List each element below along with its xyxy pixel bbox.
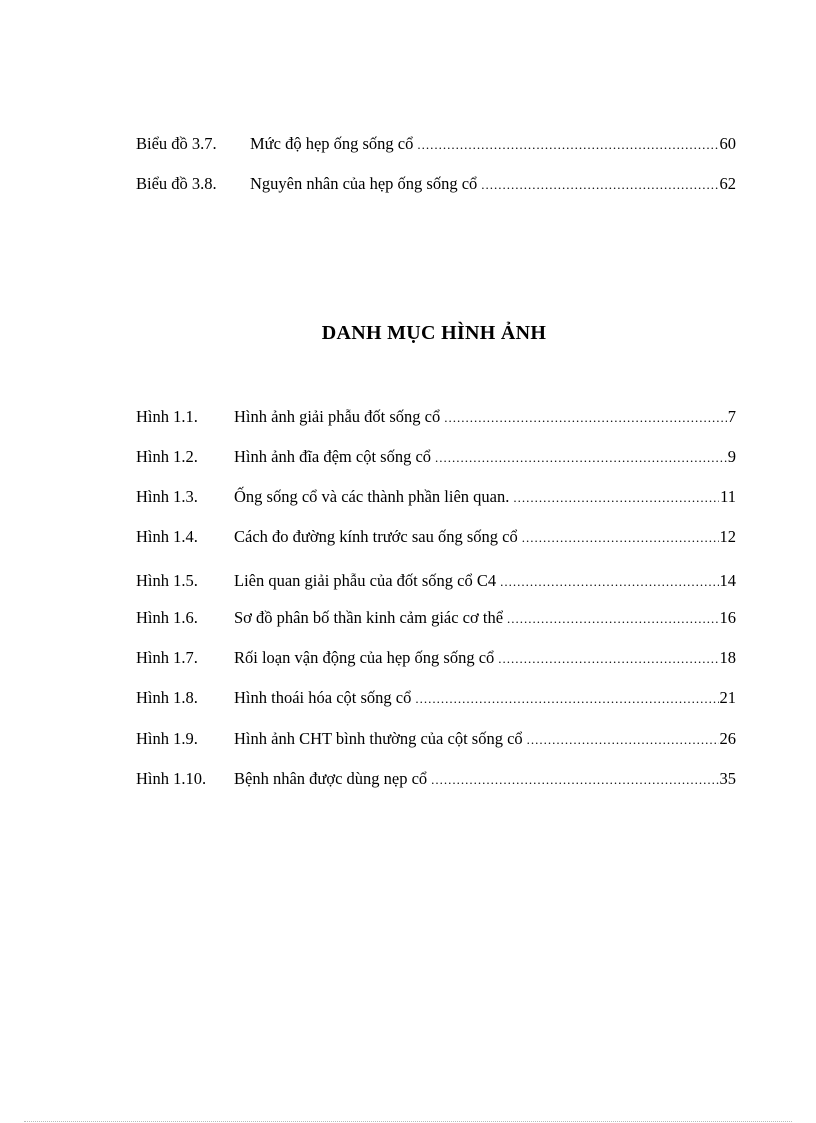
figure-entry[interactable] — [136, 727, 736, 751]
figure-entry-label: Hình 1.6. — [136, 608, 198, 627]
figure-entry-title: Hình ảnh đĩa đệm cột sống cổ — [234, 447, 432, 466]
dot-leader — [527, 728, 719, 752]
section-heading: DANH MỤC HÌNH ẢNH — [321, 322, 547, 344]
dot-leader — [498, 647, 718, 671]
figure-entry[interactable] — [136, 569, 736, 593]
figure-entry[interactable] — [136, 646, 736, 670]
figure-entry-title: Bệnh nhân được dùng nẹp cổ — [234, 769, 428, 788]
figure-entry-title: Hình ảnh giải phẫu đốt sống cổ — [234, 407, 441, 426]
figure-entry-title: Liên quan giải phẫu của đốt sống cổ C4 — [234, 571, 497, 590]
chart-entry-title: Mức độ hẹp ống sống cổ — [250, 134, 414, 153]
figure-entry-title: Hình ảnh CHT bình thường của cột sống cổ — [234, 729, 523, 748]
figure-entry-page: 21 — [719, 688, 736, 707]
figure-entry[interactable] — [136, 405, 736, 429]
figure-entry-label: Hình 1.5. — [136, 571, 198, 590]
chart-entry-label: Biểu đồ 3.7. — [136, 134, 217, 153]
figure-entry-page: 26 — [719, 729, 736, 748]
chart-entry-title: Nguyên nhân của hẹp ống sống cổ — [250, 174, 478, 193]
dot-leader — [444, 406, 727, 430]
figure-entry-label: Hình 1.8. — [136, 688, 198, 707]
figure-entry-page: 12 — [719, 527, 736, 546]
figure-entry[interactable] — [136, 686, 736, 710]
dot-leader — [481, 173, 718, 197]
dot-leader — [507, 607, 718, 631]
chart-entry-page: 60 — [719, 134, 736, 153]
chart-entry-page: 62 — [719, 174, 736, 193]
figure-entry[interactable] — [136, 485, 736, 509]
page-bottom-divider — [24, 1121, 792, 1122]
figure-entry[interactable] — [136, 445, 736, 469]
figure-entry-page: 9 — [727, 447, 736, 466]
chart-entry-label: Biểu đồ 3.8. — [136, 174, 217, 193]
dot-leader — [522, 526, 719, 550]
dot-leader — [415, 687, 718, 711]
figure-entry-label: Hình 1.10. — [136, 769, 207, 788]
figure-entry-title: Sơ đồ phân bố thần kinh cảm giác cơ thể — [234, 608, 504, 627]
figure-entry-label: Hình 1.2. — [136, 447, 198, 466]
chart-entry[interactable] — [136, 132, 736, 156]
figure-entry-title: Cách đo đường kính trước sau ống sống cổ — [234, 527, 518, 546]
figure-entry-page: 14 — [719, 571, 736, 590]
figure-entry-label: Hình 1.7. — [136, 648, 198, 667]
figure-entry-page: 16 — [719, 608, 736, 627]
figure-entry-title: Rối loạn vận động của hẹp ống sống cổ — [234, 648, 495, 667]
figure-entry[interactable] — [136, 606, 736, 630]
figure-entry-page: 18 — [719, 648, 736, 667]
dot-leader — [435, 446, 727, 470]
figure-entry-label: Hình 1.9. — [136, 729, 198, 748]
figure-entry-label: Hình 1.1. — [136, 407, 198, 426]
figure-entry[interactable] — [136, 525, 736, 549]
figure-entry-page: 11 — [720, 487, 736, 506]
figure-entry-page: 7 — [727, 407, 736, 426]
figure-entry-title: Hình thoái hóa cột sống cổ — [234, 688, 412, 707]
figure-entry-label: Hình 1.3. — [136, 487, 198, 506]
dot-leader — [500, 570, 718, 594]
dot-leader — [431, 768, 718, 792]
chart-entry[interactable] — [136, 172, 736, 196]
dot-leader — [513, 486, 719, 510]
figure-entry-page: 35 — [719, 769, 736, 788]
figure-entry[interactable] — [136, 767, 736, 791]
figure-entry-label: Hình 1.4. — [136, 527, 198, 546]
figure-entry-title: Ống sống cổ và các thành phần liên quan. — [234, 487, 510, 506]
dot-leader — [417, 133, 718, 157]
